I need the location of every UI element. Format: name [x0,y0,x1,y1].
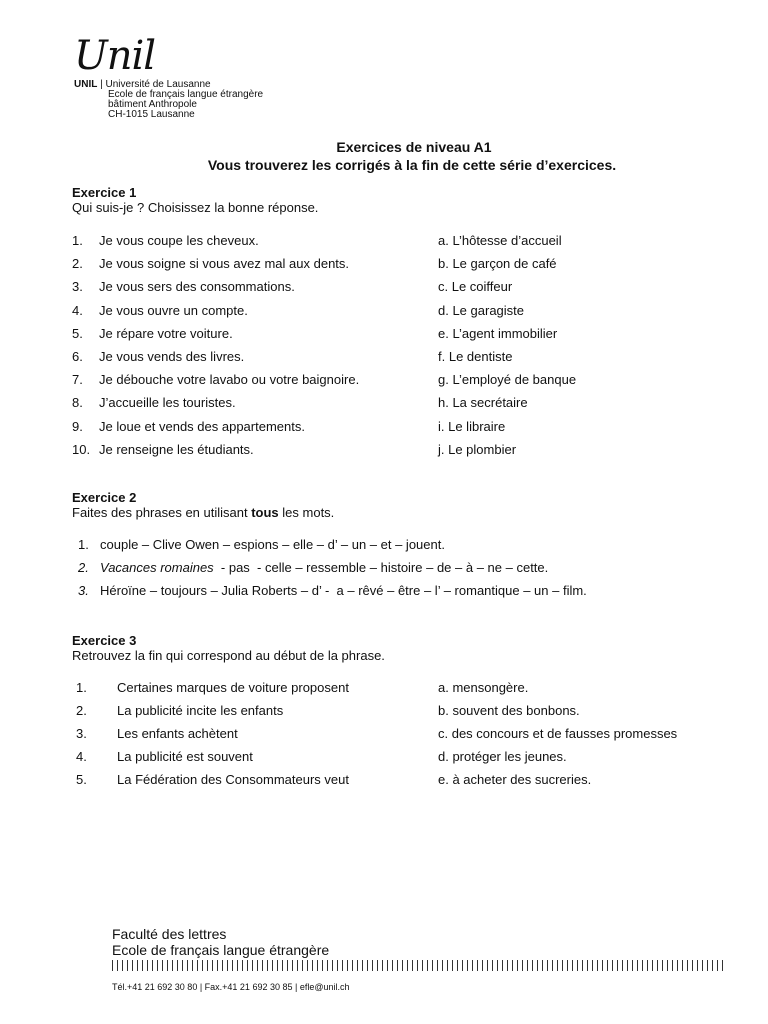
item-sentence-end: b. souvent des bonbons. [438,703,580,718]
item-sentence-end: e. à acheter des sucreries. [438,772,592,787]
exercise-1-item [0,395,768,411]
item-number: 3. [76,726,87,741]
item-number: 3. [78,583,89,598]
item-answer-option: b. Le garçon de café [438,256,557,272]
exercise-3-item [0,703,768,719]
footer-school: Ecole de français langue étrangère [112,942,330,958]
exercise-2-item [0,560,768,576]
footer-faculty-block [112,926,329,958]
item-statement: Je loue et vends des appartements. [99,418,305,434]
document-title [0,138,768,174]
item-word-list: couple – Clive Owen – espions – elle – d’ – un – et – jouent. [100,537,445,552]
item-statement: Je vous vends des livres. [99,349,245,364]
item-word-list: - pas - celle – ressemble – histoire – de – à – ne – cette. [213,560,549,575]
exercise-3-instruction: Retrouvez la fin qui correspond au début de la phrase. [72,648,385,663]
item-answer-option: g. L’employé de banque [438,372,577,388]
exercise-3-header [72,633,385,663]
item-sentence-end: d. protéger les jeunes. [438,749,567,764]
instruction-before: Faites des phrases en utilisant [72,505,252,520]
address-line-1: Ecole de français langue étrangère [108,89,264,100]
exercise-2-instruction [72,505,334,520]
exercise-2-item [0,583,768,599]
item-answer-option: a. L’hôtesse d’accueil [438,233,562,248]
exercise-3-item [0,749,768,765]
item-statement: Je renseigne les étudiants. [99,441,254,457]
instruction-after: les mots. [278,505,335,520]
institution-short: UNIL [74,79,98,90]
item-number: 5. [72,325,83,341]
title-line-2: Vous trouverez les corrigés à la fin de cette série d’exercices. [207,157,617,173]
item-number: 4. [76,749,87,764]
exercise-3-item [0,772,768,788]
item-number: 1. [72,233,83,248]
exercise-1-item [0,303,768,319]
exercise-3-heading: Exercice 3 [72,633,137,648]
item-sentence-start: Certaines marques de voiture proposent [117,680,349,695]
item-number: 6. [72,349,83,364]
address-line-3: CH-1015 Lausanne [108,109,195,120]
item-answer-option: h. La secrétaire [438,395,528,411]
item-statement: Je débouche votre lavabo ou votre baignoire. [99,372,360,388]
item-statement: Je vous sers des consommations. [99,279,295,295]
item-number: 8. [72,395,83,411]
item-number: 1. [78,537,89,552]
item-words [100,537,445,552]
item-answer-option: f. Le dentiste [438,349,513,364]
item-words [100,583,587,598]
item-number: 1. [76,680,87,695]
institution-block [74,80,263,120]
item-statement: Je répare votre voiture. [99,325,233,341]
instruction-bold: tous [251,505,279,520]
item-title-italic: Vacances romaines [100,560,214,575]
item-statement: Je vous coupe les cheveux. [99,233,259,248]
item-number: 2. [76,703,87,718]
item-number: 10. [72,441,91,457]
item-sentence-end: a. mensongère. [438,680,529,695]
decorative-barcode [112,960,726,971]
item-answer-option: c. Le coiffeur [438,279,513,295]
item-sentence-start: La Fédération des Consommateurs veut [117,772,349,787]
exercise-1-item [0,233,768,249]
item-number: 4. [72,302,83,318]
exercise-1-item [0,372,768,388]
item-number: 7. [72,372,83,388]
footer-contact: Tél.+41 21 692 30 80 | Fax.+41 21 692 30 85 | efle@unil.ch [112,982,350,992]
unil-logo: Unil [74,33,156,79]
exercise-1-item [0,279,768,295]
exercise-1-instruction: Qui suis-je ? Choisissez la bonne réponse. [72,200,319,215]
item-statement: Je vous ouvre un compte. [99,302,248,318]
item-sentence-end: c. des concours et de fausses promesses [438,726,678,741]
address-line-2: bâtiment Anthropole [108,99,197,110]
exercise-2-header [72,490,334,520]
item-number: 9. [72,418,83,434]
item-words [100,560,548,575]
exercise-2-heading: Exercice 2 [72,490,137,505]
item-word-list: Héroïne – toujours – Julia Roberts – d’ - a – rêvé – être – l’ – romantique – un – film. [100,583,587,598]
exercise-2-item [0,537,768,553]
item-answer-option: d. Le garagiste [438,302,525,318]
item-answer-option: j. Le plombier [438,441,517,457]
title-line-1: Exercices de niveau A1 [336,139,492,155]
item-sentence-start: La publicité est souvent [117,749,253,764]
item-number: 2. [72,256,83,272]
exercise-1-item [0,349,768,365]
exercise-1-heading: Exercice 1 [72,185,137,200]
item-sentence-start: La publicité incite les enfants [117,703,284,718]
exercise-1-item [0,256,768,272]
exercise-1-item [0,442,768,458]
exercise-3-item [0,680,768,696]
item-statement: Je vous soigne si vous avez mal aux dents. [99,256,350,272]
exercise-1-item [0,326,768,342]
item-statement: J’accueille les touristes. [99,395,236,411]
item-sentence-start: Les enfants achètent [117,726,238,741]
institution-name: | Université de Lausanne [100,79,211,90]
item-number: 3. [72,279,83,295]
exercise-3-item [0,726,768,742]
item-number: 2. [78,560,89,575]
item-answer-option: e. L’agent immobilier [438,325,558,341]
item-answer-option: i. Le libraire [438,418,506,434]
exercise-1-item [0,419,768,435]
footer-faculty: Faculté des lettres [112,926,227,942]
item-number: 5. [76,772,87,787]
exercise-1-header [72,185,318,215]
